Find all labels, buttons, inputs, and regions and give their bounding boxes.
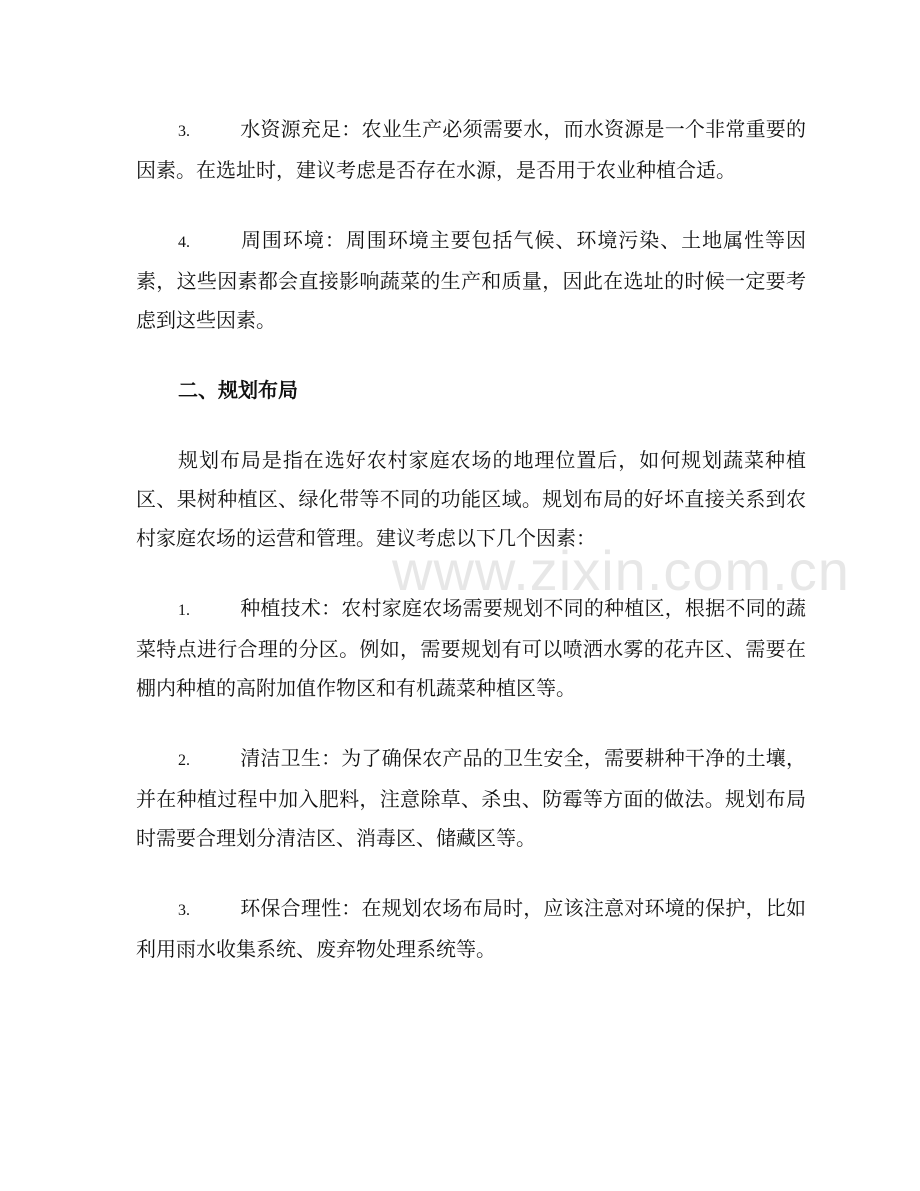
list-item-text: 种植技术：农村家庭农场需要规划不同的种植区，根据不同的蔬菜特点进行合理的分区。例如，需要规划有可以喷洒水雾的花卉区、需要在棚内种植的高附加值作物区和有机蔬菜种植区等。 [136, 596, 806, 700]
document-body [136, 110, 806, 1000]
list-item-text: 水资源充足：农业生产必须需要水，而水资源是一个非常重要的因素。在选址时，建议考虑是否存在水源，是否用于农业种植合适。 [136, 117, 806, 182]
list-item [136, 739, 806, 858]
list-item [136, 221, 806, 340]
list-item-text: 周围环境：周围环境主要包括气候、环境污染、土地属性等因素，这些因素都会直接影响蔬菜的生产和质量，因此在选址的时候一定要考虑到这些因素。 [136, 228, 806, 332]
list-item-text: 清洁卫生：为了确保农产品的卫生安全，需要耕种干净的土壤，并在种植过程中加入肥料，注意除草、杀虫、防霉等方面的做法。规划布局时需要合理划分清洁区、消毒区、储藏区等。 [136, 746, 806, 850]
section-intro-paragraph: 规划布局是指在选好农村家庭农场的地理位置后，如何规划蔬菜种植区、果树种植区、绿化带等不同的功能区域。规划布局的好坏直接关系到农村家庭农场的运营和管理。建议考虑以下几个因素： [136, 448, 806, 550]
list-item-text: 环保合理性：在规划农场布局时，应该注意对环境的保护，比如利用雨水收集系统、废弃物处理系统等。 [136, 896, 806, 961]
list-item [136, 589, 806, 708]
watermark: www.zixin.com.cn [392, 539, 850, 602]
list-item-number: 3. [178, 902, 190, 919]
section-heading: 二、规划布局 [178, 378, 298, 402]
list-item-number: 4. [178, 234, 190, 251]
list-item [136, 110, 806, 190]
list-item-number: 2. [178, 752, 190, 769]
list-item [136, 889, 806, 969]
list-item-number: 1. [178, 602, 190, 619]
list-item-number: 3. [178, 123, 190, 140]
